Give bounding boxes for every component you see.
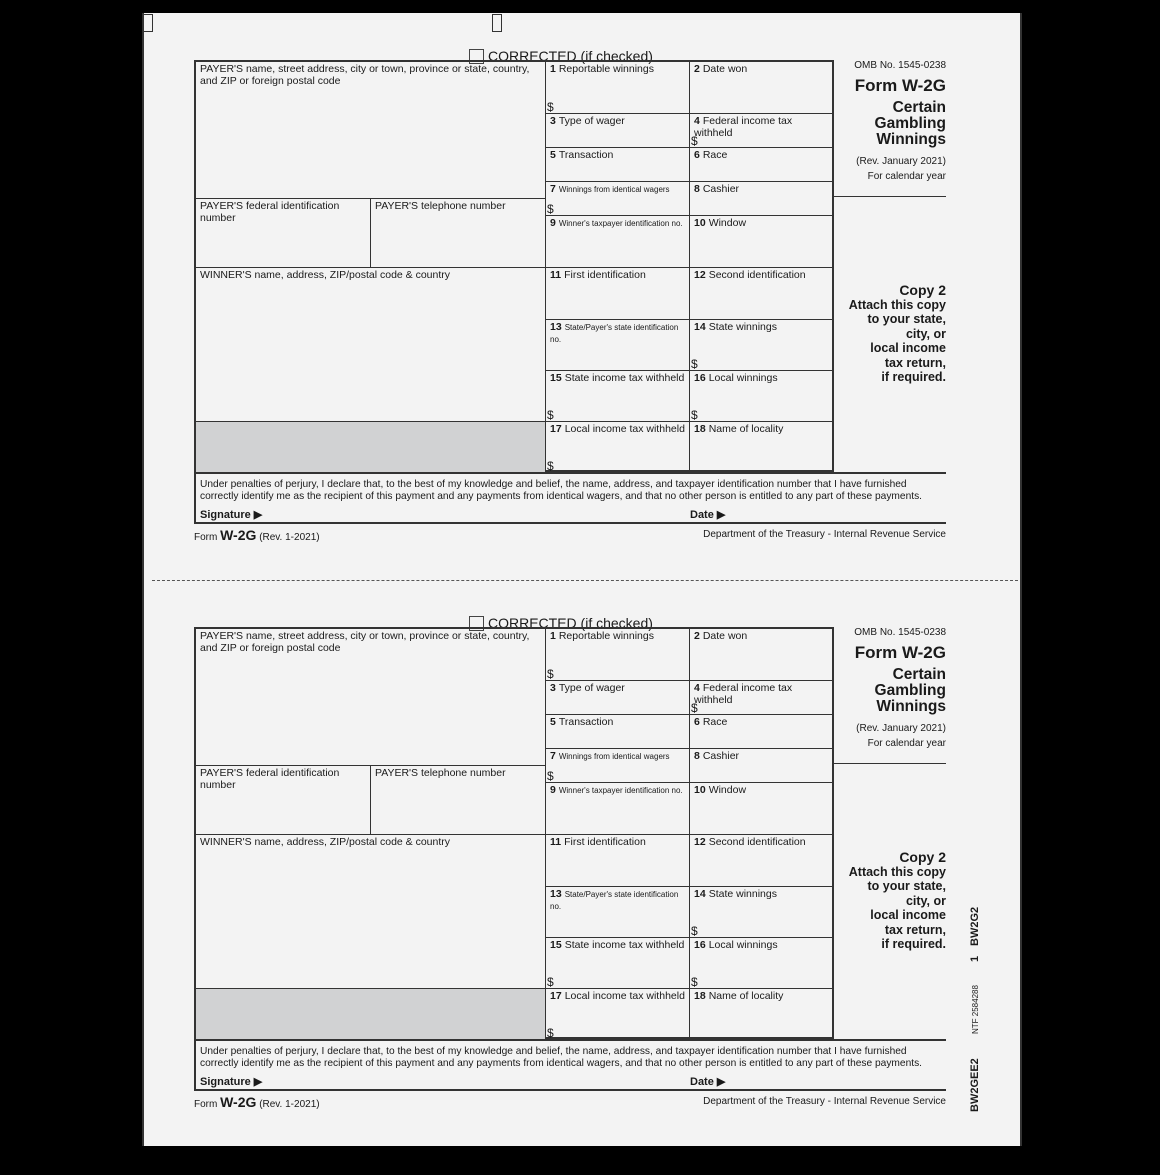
box-6-label: Race xyxy=(702,716,728,728)
box-17-label: Local income tax withheld xyxy=(564,990,685,1002)
box-13-field[interactable]: 13 State/Payer's state identification no. xyxy=(546,887,690,938)
box-2-field[interactable]: 2 Date won xyxy=(690,62,834,114)
form-subtitle: Certain Gambling Winnings xyxy=(874,99,946,148)
department-label: Department of the Treasury - Internal Revenue Service xyxy=(703,1096,946,1107)
form-footer: Form W-2G (Rev. 1-2021) Department of the Treasury - Internal Revenue Service xyxy=(194,527,946,543)
dollar-sign: $ xyxy=(691,974,698,989)
payer-fein-field[interactable] xyxy=(196,199,371,268)
payer-phone-field[interactable] xyxy=(371,766,546,835)
box-10-field[interactable]: 10 Window xyxy=(690,783,834,835)
corrected-label: CORRECTED (if checked) xyxy=(488,48,653,64)
box-7-field[interactable]: 7 Winnings from identical wagers $ xyxy=(546,182,690,216)
box-3-label: Type of wager xyxy=(558,682,625,694)
box-16-field[interactable]: 16 Local winnings $ xyxy=(690,938,834,989)
box-15-field[interactable]: 15 State income tax withheld $ xyxy=(546,938,690,989)
box-2-field[interactable]: 2 Date won xyxy=(690,629,834,681)
winner-label: WINNER'S name, address, ZIP/postal code & country xyxy=(200,836,451,848)
box-5-label: Transaction xyxy=(558,716,614,728)
box-1-field[interactable]: 1 Reportable winnings $ xyxy=(546,62,690,114)
declaration-text: Under penalties of perjury, I declare that, to the best of my knowledge and belief, the name, address, and taxpayer identification number that I have furnished correctly identify me as the recipient of this payment and any payments from identical wagers, and that no other person is entitled to any part of these payments. xyxy=(200,1046,922,1069)
box-3-label: Type of wager xyxy=(558,115,625,127)
box-9-label: Winner's taxpayer identification no. xyxy=(558,219,683,228)
header-divider xyxy=(834,763,946,764)
box-4-field[interactable]: 4 Federal income tax withheld $ xyxy=(690,681,834,715)
box-7-field[interactable]: 7 Winnings from identical wagers $ xyxy=(546,749,690,783)
dollar-sign: $ xyxy=(547,99,554,114)
revision-date: (Rev. January 2021) xyxy=(856,156,946,167)
box-4-field[interactable]: 4 Federal income tax withheld $ xyxy=(690,114,834,148)
shaded-area xyxy=(196,422,546,472)
box-5-label: Transaction xyxy=(558,149,614,161)
box-2-label: Date won xyxy=(702,63,748,75)
box-1-field[interactable]: 1 Reportable winnings $ xyxy=(546,629,690,681)
dollar-sign: $ xyxy=(547,407,554,422)
declaration-text: Under penalties of perjury, I declare that, to the best of my knowledge and belief, the name, address, and taxpayer identification number that I have furnished correctly identify me as the recipient of this payment and any payments from identical wagers, and that no other person is entitled to any part of these payments. xyxy=(200,479,922,502)
signature-field[interactable]: Signature ▶ xyxy=(200,1076,263,1088)
payer-name-field[interactable] xyxy=(196,62,546,199)
form-copy-bottom xyxy=(0,615,1160,1175)
dollar-sign: $ xyxy=(691,133,698,148)
winner-field[interactable] xyxy=(196,835,546,989)
calendar-year-label: For calendar year xyxy=(867,738,946,749)
header-divider xyxy=(834,196,946,197)
copy-instructions: Copy 2 Attach this copy to your state, city, or local income tax return, if required. xyxy=(834,283,946,385)
margin-code-number: 1 xyxy=(969,955,981,962)
box-12-label: Second identification xyxy=(708,269,806,281)
box-12-field[interactable]: 12 Second identification xyxy=(690,835,834,887)
copy-title: Copy 2 xyxy=(899,282,946,298)
box-3-field[interactable]: 3 Type of wager xyxy=(546,681,690,715)
box-15-field[interactable]: 15 State income tax withheld $ xyxy=(546,371,690,422)
dollar-sign: $ xyxy=(547,666,554,681)
box-18-field[interactable]: 18 Name of locality xyxy=(694,990,784,1002)
box-6-field[interactable]: 6 Race xyxy=(690,148,834,182)
payer-name-field[interactable] xyxy=(196,629,546,766)
box-5-field[interactable]: 5 Transaction xyxy=(546,148,690,182)
box-11-label: First identification xyxy=(564,269,646,281)
dollar-sign: $ xyxy=(547,1025,554,1040)
copy-instructions: Copy 2 Attach this copy to your state, city, or local income tax return, if required. xyxy=(834,850,946,952)
box-6-field[interactable]: 6 Race xyxy=(690,715,834,749)
box-9-label: Winner's taxpayer identification no. xyxy=(558,786,683,795)
form-header xyxy=(834,627,946,751)
box-11-label: First identification xyxy=(564,836,646,848)
form-grid xyxy=(194,627,834,1039)
box-11-field[interactable]: 11 First identification xyxy=(546,835,690,887)
box-9-field[interactable]: 9 Winner's taxpayer identification no. xyxy=(546,216,690,268)
box-18-label: Name of locality xyxy=(708,990,784,1002)
box-1-label: Reportable winnings xyxy=(558,630,654,642)
payer-phone-label: PAYER'S telephone number xyxy=(375,200,506,212)
form-subtitle: Certain Gambling Winnings xyxy=(874,666,946,715)
winner-label: WINNER'S name, address, ZIP/postal code & country xyxy=(200,269,451,281)
box-8-field[interactable]: 8 Cashier xyxy=(690,749,834,783)
shaded-area xyxy=(196,989,546,1039)
form-header xyxy=(834,60,946,184)
box-18-field[interactable]: 18 Name of locality xyxy=(694,423,784,435)
form-copy-top xyxy=(0,48,1160,608)
box-10-label: Window xyxy=(708,784,747,796)
box-10-field[interactable]: 10 Window xyxy=(690,216,834,268)
box-17-field[interactable]: 17 Local income tax withheld $ xyxy=(546,989,690,1039)
declaration-box xyxy=(194,1039,946,1091)
box-17-field[interactable]: 17 Local income tax withheld $ xyxy=(546,422,690,472)
box-14-label: State winnings xyxy=(708,888,777,900)
form-footer: Form W-2G (Rev. 1-2021) Department of the Treasury - Internal Revenue Service xyxy=(194,1094,946,1110)
margin-code-bottom: BW2GEE2 xyxy=(969,1058,981,1112)
box-16-label: Local winnings xyxy=(708,939,778,951)
box-11-field[interactable]: 11 First identification xyxy=(546,268,690,320)
box-12-field[interactable]: 12 Second identification xyxy=(690,268,834,320)
dollar-sign: $ xyxy=(547,768,554,783)
box-8-label: Cashier xyxy=(702,183,740,195)
payer-fein-field[interactable] xyxy=(196,766,371,835)
revision-date: (Rev. January 2021) xyxy=(856,723,946,734)
form-title: Form W-2G xyxy=(854,76,946,95)
box-15-label: State income tax withheld xyxy=(564,372,685,384)
box-9-field[interactable]: 9 Winner's taxpayer identification no. xyxy=(546,783,690,835)
box-4-label: Federal income tax withheld xyxy=(694,115,793,139)
box-10-label: Window xyxy=(708,217,747,229)
date-field[interactable]: Date ▶ xyxy=(690,1076,726,1088)
box-3-field[interactable]: 3 Type of wager xyxy=(546,114,690,148)
dollar-sign: $ xyxy=(547,974,554,989)
payer-phone-label: PAYER'S telephone number xyxy=(375,767,506,779)
payer-fein-label: PAYER'S federal identification number xyxy=(200,767,340,791)
box-13-label: State/Payer's state identification no. xyxy=(550,890,679,911)
alignment-tab-left xyxy=(143,14,153,32)
box-8-field[interactable]: 8 Cashier xyxy=(690,182,834,216)
form-title: Form W-2G xyxy=(854,643,946,662)
box-6-label: Race xyxy=(702,149,728,161)
dollar-sign: $ xyxy=(547,201,554,216)
box-4-label: Federal income tax withheld xyxy=(694,682,793,706)
margin-ntf-code: NTF 2584288 xyxy=(971,985,980,1034)
box-17-label: Local income tax withheld xyxy=(564,423,685,435)
dollar-sign: $ xyxy=(691,356,698,371)
box-15-label: State income tax withheld xyxy=(564,939,685,951)
margin-code-top: BW2G2 xyxy=(969,906,981,946)
form-grid xyxy=(194,60,834,472)
payer-name-label: PAYER'S name, street address, city or town, province or state, country, and ZIP or foreign postal code xyxy=(200,63,530,87)
omb-number: OMB No. 1545-0238 xyxy=(854,627,946,638)
date-field[interactable]: Date ▶ xyxy=(690,509,726,521)
payer-fein-label: PAYER'S federal identification number xyxy=(200,200,340,224)
box-16-field[interactable]: 16 Local winnings $ xyxy=(690,371,834,422)
box-1-label: Reportable winnings xyxy=(558,63,654,75)
box-14-field[interactable]: 14 State winnings $ xyxy=(690,887,834,938)
copy-title: Copy 2 xyxy=(899,849,946,865)
alignment-tab-center xyxy=(492,14,502,32)
box-8-label: Cashier xyxy=(702,750,740,762)
box-7-label: Winnings from identical wagers xyxy=(558,752,670,761)
box-13-field[interactable]: 13 State/Payer's state identification no. xyxy=(546,320,690,371)
box-7-label: Winnings from identical wagers xyxy=(558,185,670,194)
box-12-label: Second identification xyxy=(708,836,806,848)
dollar-sign: $ xyxy=(691,700,698,715)
box-2-label: Date won xyxy=(702,630,748,642)
calendar-year-label: For calendar year xyxy=(867,171,946,182)
box-18-label: Name of locality xyxy=(708,423,784,435)
corrected-label: CORRECTED (if checked) xyxy=(488,615,653,631)
payer-phone-field[interactable] xyxy=(371,199,546,268)
department-label: Department of the Treasury - Internal Revenue Service xyxy=(703,529,946,540)
dollar-sign: $ xyxy=(691,923,698,938)
box-13-label: State/Payer's state identification no. xyxy=(550,323,679,344)
dollar-sign: $ xyxy=(691,407,698,422)
box-16-label: Local winnings xyxy=(708,372,778,384)
box-14-label: State winnings xyxy=(708,321,777,333)
signature-field[interactable]: Signature ▶ xyxy=(200,509,263,521)
payer-name-label: PAYER'S name, street address, city or town, province or state, country, and ZIP or foreign postal code xyxy=(200,630,530,654)
dollar-sign: $ xyxy=(547,458,554,473)
box-14-field[interactable]: 14 State winnings $ xyxy=(690,320,834,371)
omb-number: OMB No. 1545-0238 xyxy=(854,60,946,71)
winner-field[interactable] xyxy=(196,268,546,422)
declaration-box xyxy=(194,472,946,524)
box-5-field[interactable]: 5 Transaction xyxy=(546,715,690,749)
